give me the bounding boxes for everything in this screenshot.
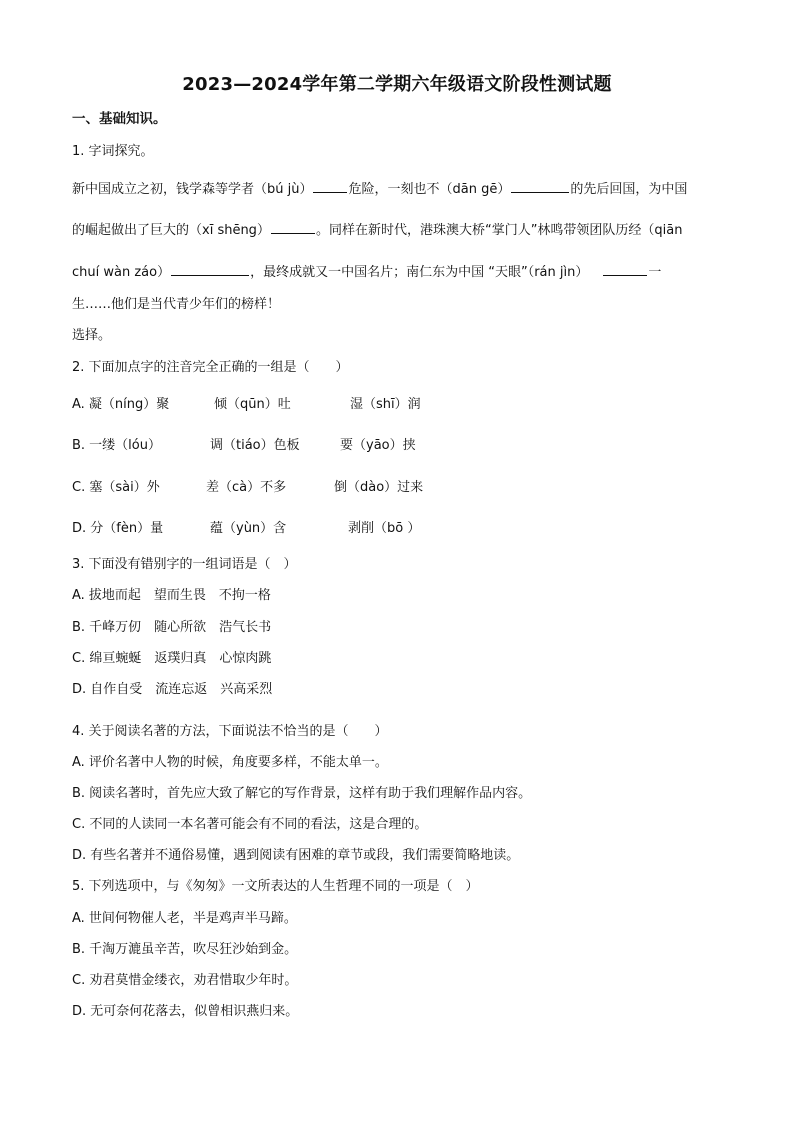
option-item: 要（yāo）挟 <box>340 438 416 453</box>
section-heading-basics: 一、基础知识。 <box>72 111 167 127</box>
q1-heading: 1. 字词探究。 <box>72 144 154 159</box>
q3-option-c[interactable]: C. 绵亘蜿蜒 返璞归真 心惊肉跳 <box>72 651 272 666</box>
option-item: 剥削（bō ） <box>348 521 421 536</box>
q5-option-a[interactable]: A. 世间何物催人老，半是鸡声半马蹄。 <box>72 911 297 926</box>
q1-line-3 <box>72 262 661 282</box>
q1-text: 的崛起做出了巨大的（xī shēng） <box>72 223 270 238</box>
q4-option-d[interactable]: D. 有些名著并不通俗易懂，遇到阅读有困难的章节或段，我们需要简略地读。 <box>72 848 520 863</box>
answer-blank[interactable] <box>511 179 569 193</box>
option-item: 调（tiáo）色板 <box>210 438 300 453</box>
option-item: 倒（dào）过来 <box>334 480 424 495</box>
answer-blank[interactable] <box>313 179 347 193</box>
option-item: 蕴（yùn）含 <box>210 521 287 536</box>
option-item: 差（cà）不多 <box>206 480 287 495</box>
q4-option-a[interactable]: A. 评价名著中人物的时候，角度要多样，不能太单一。 <box>72 755 388 770</box>
q1-line-1 <box>72 179 687 199</box>
q1-text: 。同样在新时代，港珠澳大桥“掌门人”林鸣带领团队历经（qiān <box>315 223 683 238</box>
q1-text: 的先后回国，为中国 <box>570 182 688 197</box>
option-item: 湿（shī）润 <box>350 397 421 412</box>
option-item: A. 凝（níng）聚 <box>72 397 170 412</box>
q1-text: 危险，一刻也不（dān gē） <box>348 182 511 197</box>
q1-text: chuí wàn záo） <box>72 265 171 280</box>
q3-option-d[interactable]: D. 自作自受 流连忘返 兴高采烈 <box>72 682 273 697</box>
q5-stem: 5. 下列选项中，与《匆匆》一文所表达的人生哲理不同的一项是（ ） <box>72 879 479 894</box>
q4-stem: 4. 关于阅读名著的方法，下面说法不恰当的是（ ） <box>72 724 388 739</box>
q5-option-c[interactable]: C. 劝君莫惜金缕衣，劝君惜取少年时。 <box>72 973 298 988</box>
q1-line-4: 生……他们是当代青少年们的榜样！ <box>72 297 281 312</box>
answer-blank[interactable] <box>171 262 249 276</box>
q1-line-2 <box>72 220 683 240</box>
option-item: D. 分（fèn）量 <box>72 521 164 536</box>
q1-text: 新中国成立之初，钱学森等学者（bú jù） <box>72 182 313 197</box>
option-item: 倾（qūn）吐 <box>214 397 291 412</box>
q5-option-d[interactable]: D. 无可奈何花落去，似曾相识燕归来。 <box>72 1004 299 1019</box>
q5-option-b[interactable]: B. 千淘万漉虽辛苦，吹尽狂沙始到金。 <box>72 942 298 957</box>
page-title: 2023—2024学年第二学期六年级语文阶段性测试题 <box>182 74 612 95</box>
option-item: B. 一缕（lóu） <box>72 438 161 453</box>
q3-option-a[interactable]: A. 拔地而起 望而生畏 不拘一格 <box>72 588 271 603</box>
q3-stem: 3. 下面没有错别字的一组词语是（ ） <box>72 557 297 572</box>
q3-option-b[interactable]: B. 千峰万仞 随心所欲 浩气长书 <box>72 620 272 635</box>
choose-heading: 选择。 <box>72 328 112 343</box>
q4-option-b[interactable]: B. 阅读名著时，首先应大致了解它的写作背景，这样有助于我们理解作品内容。 <box>72 786 532 801</box>
q4-option-c[interactable]: C. 不同的人读同一本名著可能会有不同的看法，这是合理的。 <box>72 817 428 832</box>
q1-text: 一 <box>648 265 662 280</box>
answer-blank[interactable] <box>271 220 315 234</box>
q2-stem: 2. 下面加点字的注音完全正确的一组是（ ） <box>72 360 349 375</box>
q1-text: ，最终成就又一中国名片；南仁东为中国 “天眼”（rán jìn） <box>250 265 589 280</box>
answer-blank[interactable] <box>603 262 647 276</box>
option-item: C. 塞（sài）外 <box>72 480 160 495</box>
